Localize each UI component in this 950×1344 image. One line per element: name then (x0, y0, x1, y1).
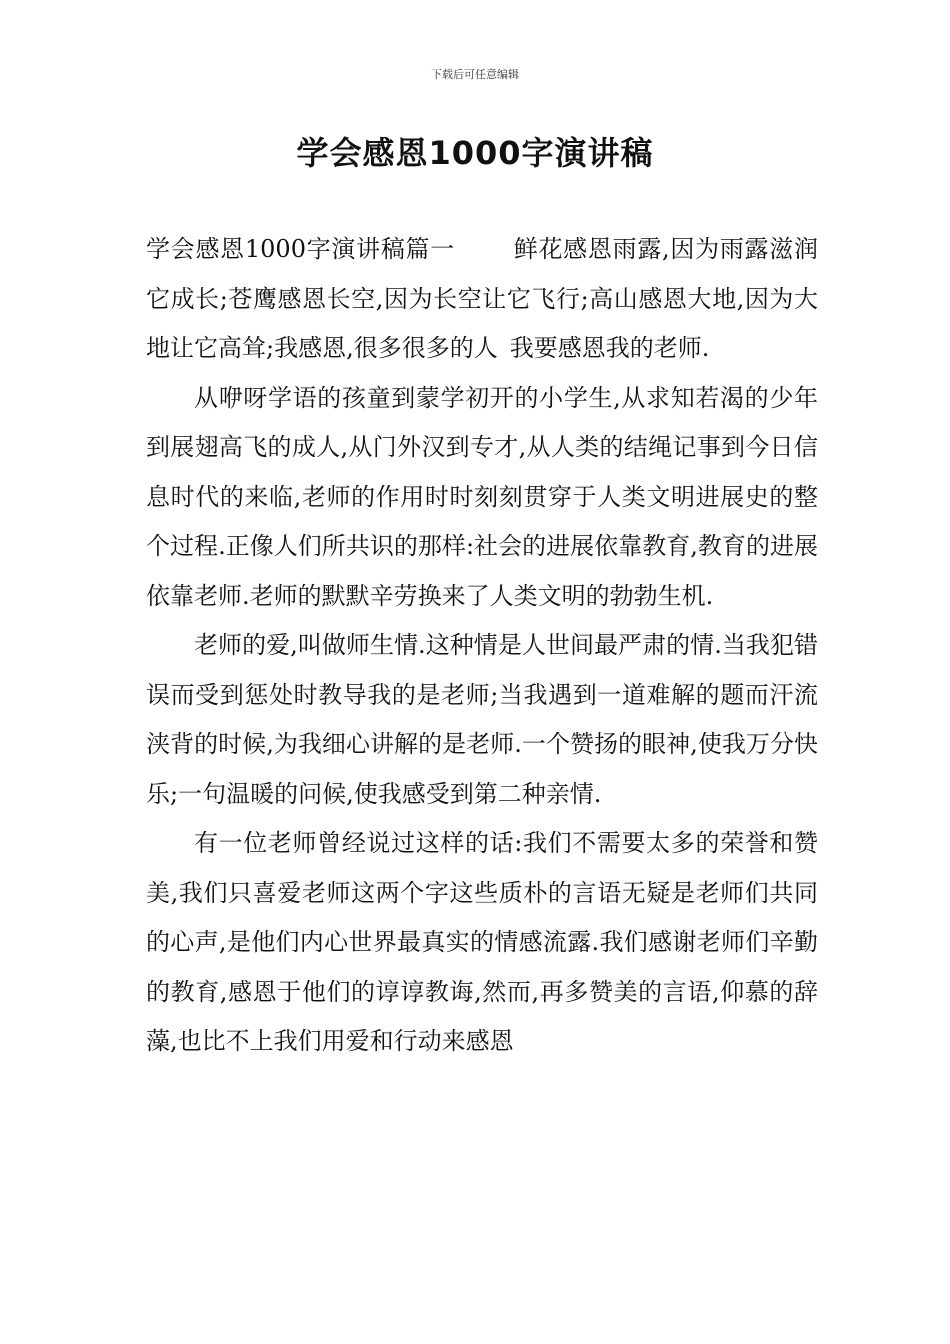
body-paragraph: 从咿呀学语的孩童到蒙学初开的小学生,从求知若渴的少年到展翅高飞的成人,从门外汉到专才,从人类的结绳记事到今日信息时代的来临,老师的作用时时刻刻贯穿于人类文明进展史的整个过程.正像人们所共识的那样:社会的进展依靠教育,教育的进展依靠老师.老师的默默辛劳换来了人类文明的勃勃生机. (146, 383, 818, 610)
body-paragraph: 有一位老师曾经说过这样的话:我们不需要太多的荣誉和赞美,我们只喜爱老师这两个字这些质朴的言语无疑是老师们共同的心声,是他们内心世界最真实的情感流露.我们感谢老师们辛勤的教育,感恩于他们的谆谆教诲,然而,再多赞美的言语,仰慕的辞藻,也比不上我们用爱和行动来感恩 (146, 829, 818, 1055)
intro-text-end: 我要感恩我的老师. (509, 334, 710, 362)
header-note: 下载后可任意编辑 (431, 68, 519, 81)
intro-text: 鲜花感恩雨露,因为雨露滋润它成长;苍鹰感恩长空,因为长空让它飞行;高山感恩大地,因为大地让它高耸;我感恩,很多很多的人 (146, 235, 818, 362)
document-body (146, 225, 818, 1067)
intro-paragraph (146, 225, 818, 374)
body-paragraph: 老师的爱,叫做师生情.这种情是人世间最严肃的情.当我犯错误而受到惩处时教导我的是老师;当我遇到一道难解的题而汗流浃背的时候,为我细心讲解的是老师.一个赞扬的眼神,使我万分快乐;一句温暖的问候,使我感受到第二种亲情. (146, 631, 818, 808)
intro-lead: 学会感恩1000字演讲稿篇一 (146, 235, 455, 263)
document-title: 学会感恩1000字演讲稿 (296, 134, 654, 172)
